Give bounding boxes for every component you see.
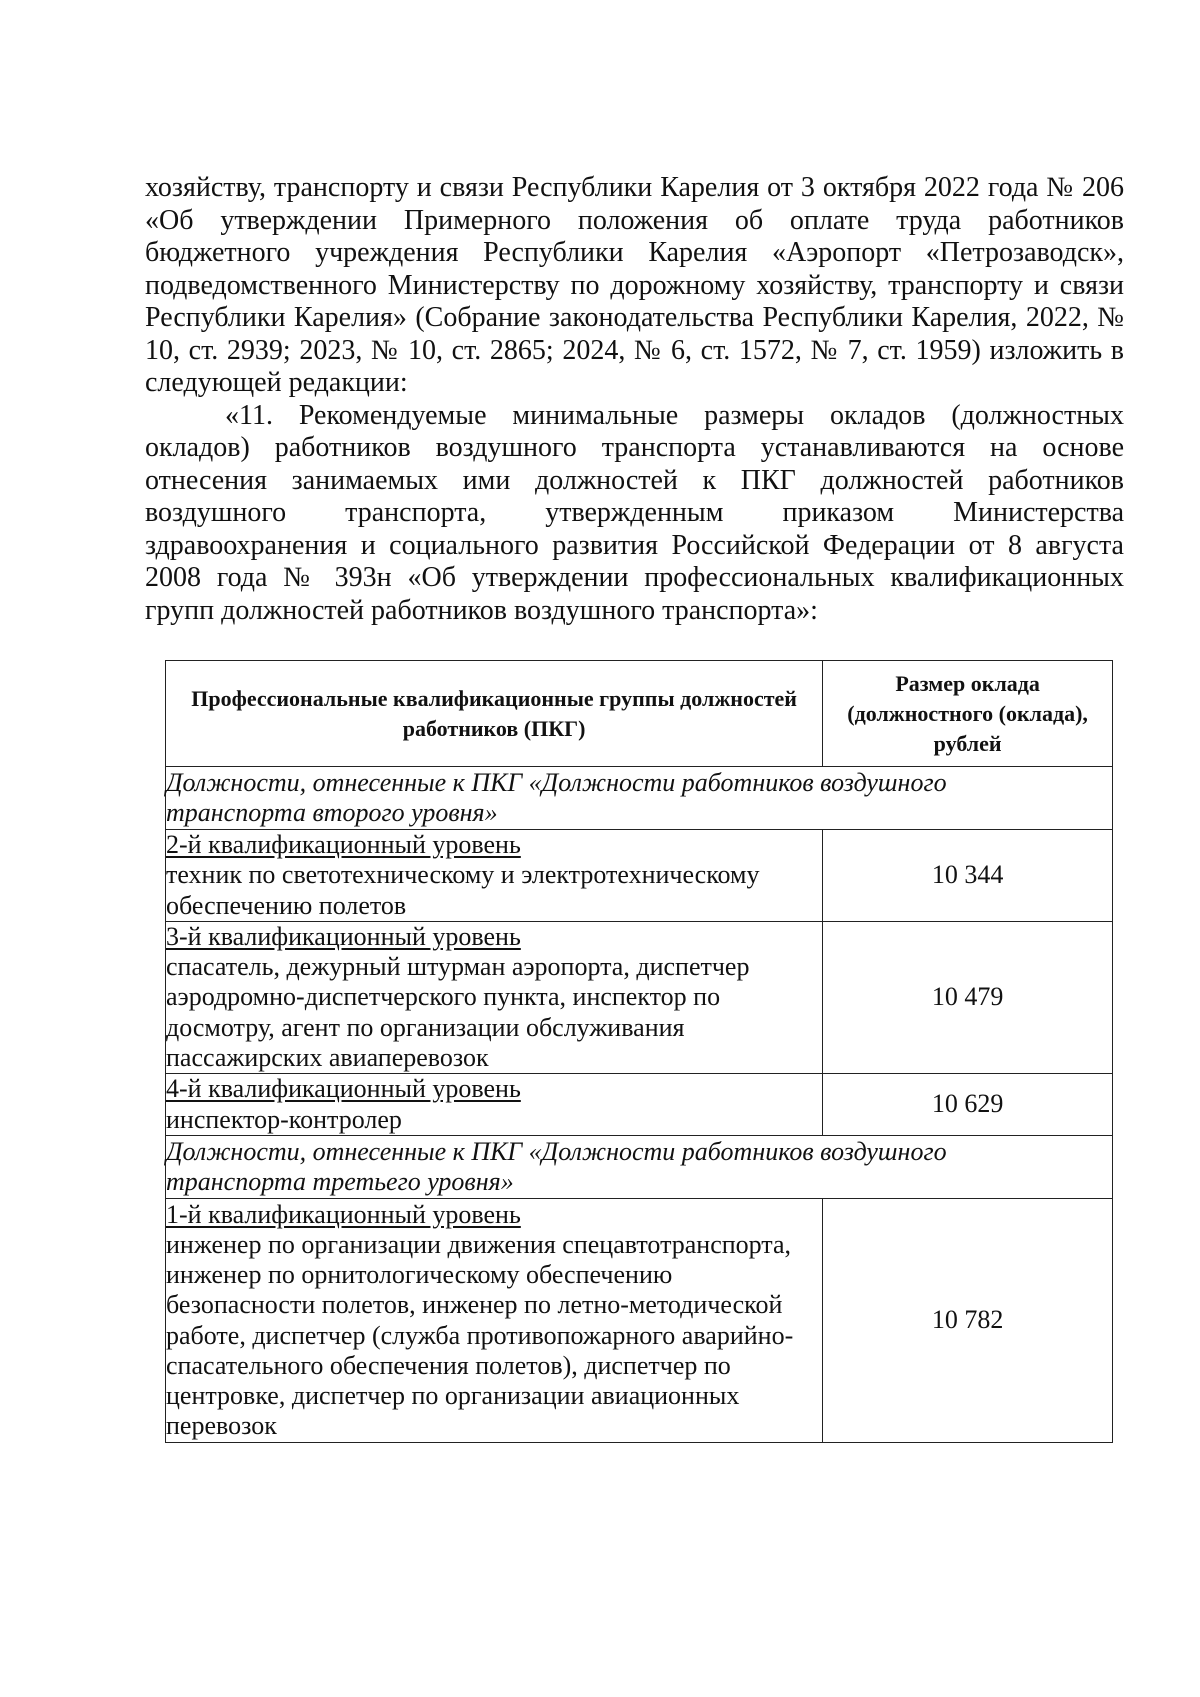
level-cell [166, 922, 823, 1074]
section-row [166, 1136, 1113, 1199]
section-title-line: Должности, отнесенные к ПКГ «Должности работников воздушного [166, 1136, 947, 1166]
header-group-cell [166, 661, 823, 767]
level-name: 1-й квалификационный уровень [166, 1199, 521, 1229]
level-positions: инспектор-контролер [166, 1104, 402, 1134]
table-row [166, 922, 1113, 1074]
table-row [166, 1074, 1113, 1136]
section-title-cell [166, 1136, 1113, 1199]
level-name: 4-й квалификационный уровень [166, 1074, 521, 1104]
header-salary-line: рублей [933, 730, 1002, 756]
table-row [166, 830, 1113, 922]
salary-value: 10 344 [823, 830, 1113, 922]
section-title-line: Должности, отнесенные к ПКГ «Должности работников воздушного [166, 767, 947, 797]
paragraph-amendment-reference: хозяйству, транспорту и связи Республики Карелия от 3 октября 2022 года № 206 «Об утверждении Примерного положения об оплате труда работников бюджетного учреждения Республики Карелия «Аэропорт «Петрозаводск», подведомственного Министерству по дорожному хозяйству, транспорту и связи Республики Карелия» (Собрание законодательства Республики Карелия, 2022, № 10, ст. 2939; 2023, № 10, ст. 2865; 2024, № 6, ст. 1572, № 7, ст. 1959) изложить в следующей редакции: [145, 172, 1124, 398]
level-name: 2-й квалификационный уровень [166, 830, 521, 860]
level-positions: спасатель, дежурный штурман аэропорта, диспетчер аэродромно-диспетчерского пункта, инспектор по досмотру, агент по организации обслуживания пассажирских авиаперевозок [166, 952, 750, 1072]
table-row [166, 1199, 1113, 1443]
salary-value: 10 629 [823, 1074, 1113, 1136]
section-title-cell [166, 767, 1113, 830]
level-positions: инженер по организации движения спецавтотранспорта, инженер по орнитологическому обеспечению безопасности полетов, инженер по летно-методической работе, диспетчер (служба противопожарного аварийно-спасательного обеспечения полетов), диспетчер по центровке, диспетчер по организации авиационных перевозок [166, 1229, 794, 1441]
level-name: 3-й квалификационный уровень [166, 922, 521, 951]
table-header-row [166, 661, 1113, 767]
salary-value: 10 782 [823, 1199, 1113, 1443]
salary-table [165, 660, 1113, 1443]
body-text [145, 172, 1124, 627]
level-cell [166, 1074, 823, 1136]
section-title-line: транспорта третьего уровня» [166, 1167, 514, 1197]
header-salary-line: (должностного (оклада), [847, 700, 1088, 726]
level-cell [166, 830, 823, 922]
level-cell [166, 1199, 823, 1443]
salary-value: 10 479 [823, 922, 1113, 1074]
level-positions: техник по светотехническому и электротехническому обеспечению полетов [166, 860, 760, 920]
header-group-label: Профессиональные квалификационные группы должностей работников (ПКГ) [191, 685, 797, 741]
header-salary-cell [823, 661, 1113, 767]
header-salary-line: Размер оклада [895, 670, 1040, 696]
section-row [166, 767, 1113, 830]
section-title-line: транспорта второго уровня» [166, 798, 498, 827]
paragraph-clause-11: «11. Рекомендуемые минимальные размеры окладов (должностных окладов) работников воздушного транспорта устанавливаются на основе отнесения занимаемых ими должностей к ПКГ должностей работников воздушного транспорта, утвержденным приказом Министерства здравоохранения и социального развития Российской Федерации от 8 августа 2008 года № 393н «Об утверждении профессиональных квалификационных групп должностей работников воздушного транспорта»: [145, 399, 1124, 626]
